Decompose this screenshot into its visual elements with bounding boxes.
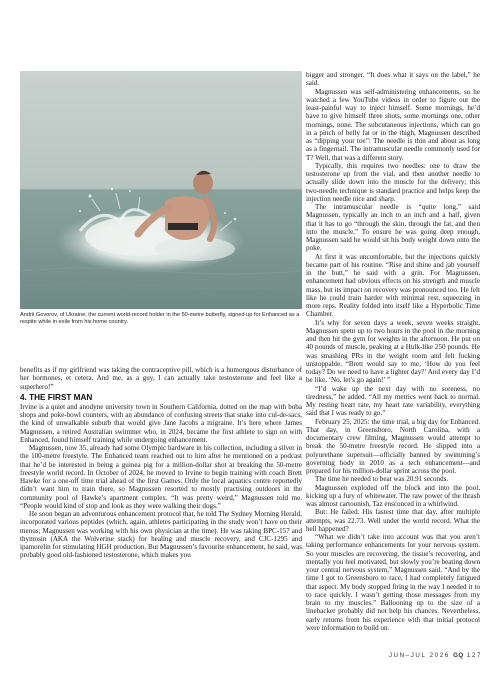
paragraph: “What we didn’t take into account was that you aren’t taking performance enhancements for your nervous system. So your muscles are recovering, the tissue’s recovering, and mentally you feel motivated, but slowly you’re beating down your central nervous system,” Magnussen said. “And by the time I got to Greensboro to race, I had completely fatigued that aspect. My body stopped firing in the way I needed it to to race quickly. I wasn’t getting those messages from my brain to my muscles.” Ballooning up to the size of a linebacker probably did not help his chances. Nevertheless, early returns from his experience with that initial protocol were information to build on. <box>306 533 480 632</box>
brand-logo: GQ <box>453 652 464 659</box>
paragraph: The time he needed to beat was 20.91 seconds. <box>315 475 449 484</box>
paragraph: He soon began an adventurous enhancement protocol that, he told The Sydney Morning Herald, incorporated various peptides (which, again, athletes participating in the study won’t have on their menus; Magnussen was working with his own physician at the time). He was taking BPC-157 and thymosin (AKA the Wolverine stack) for healing and muscle recovery, and CJC-1295 and ipamorelin for stimulating HGH production. But Magnussen’s favourite enhancement, he said, was probably good old-fashioned testosterone, which makes you <box>20 510 302 560</box>
paragraph: But: He failed. His fastest time that day, after multiple attempts, was 22.73. Well under the world record. What the hell happened? <box>306 508 480 533</box>
photo-caption: Andrii Govorov, of Ukraine, the current world-record holder in the 50-metre butterfly, signed up for Enhanced as a respite while in exile from his home country. <box>20 312 300 326</box>
paragraph: February 25, 2025: the time trial, a big day for Enhanced. That day, in Greensboro, North Carolina, with a documentary crew filming, Magnussen would attempt to break the 50-metre freestyle record. He slipped into a polyurethane supersuit—officially banned by swimming’s governing body in 2010 as a tech enhancement—and prepared for his million-dollar sprint across the pool. <box>306 417 480 475</box>
paragraph: Typically, this requires two needles: one to draw the testosterone up from the vial, and then another needle to actually slide down into the muscle for the delivery; this two-needle technique is standard practice and helps keep the injection needle nice and sharp. <box>306 161 480 203</box>
page-number: 127 <box>466 652 482 659</box>
paragraph: Irvine is a quiet and anodyne university town in Southern California, dotted on the map with boba shops and poke-bowl counters, with an abundance of confusing streets that snake into cul-de-sacs, the kind of unwalkable suburb that would give Jane Jacobs a migraine. It’s here where James Magnussen, a retired Australian swimmer who, in 2024, became the first athlete to sign on with Enhanced, found himself training while undergoing enhancement. <box>20 402 302 444</box>
left-column <box>20 366 302 560</box>
paragraph: benefits as if my girlfriend was taking the contraceptive pill, which is a humongous disturbance of her hormones, et cetera. And me, as a guy, I can actually take testosterone and feel like a superhero!” <box>20 366 302 391</box>
paragraph: It’s why for seven days a week, seven weeks straight, Magnussen spent up to two hours in the pool in the morning and then hit the gym for weights in the afternoon. He put on 40 pounds of muscle, peaking at a Hulk-like 250 pounds. He was smashing PRs in the weight room and felt fucking unstoppable. “Brett would say to me, ‘How do you feel today? Do we need to have a lighter day?’ And every day I’d be like, ‘No, let’s go again!’ ” <box>306 318 480 385</box>
swimmer-photo <box>20 71 302 309</box>
section-heading: 4. THE FIRST MAN <box>20 392 93 402</box>
paragraph: “I’d wake up the next day with no soreness, no tiredness,” he added. “All my metrics went back to normal. My resting heart rate, my heart rate variability, everything said that I was ready to go.” <box>306 384 480 418</box>
paragraph: The intramuscular needle is “quite long,” said Magnussen, typically an inch to an inch and a half, given that it has to go “through the skin, through the fat, and then into the muscle.” To ensure he was going deep enough, Magnussen said he would sit his body weight down onto the poke. <box>306 203 480 253</box>
paragraph: Magnussen was self-administering enhancements, so he watched a few YouTube videos in order to figure out the least-painful way to inject himself. Some mornings, he’d have to give himself three shots, some mornings one, other mornings, none. The subcutaneous injections, which can go in a pinch of belly fat or in the thigh, Magnussen described as “dipping your toe”: The needle is thin and about as long as a fingernail. The intramuscular needle commonly used for T? Well, that was a different story. <box>306 87 480 162</box>
issue-date: JUN–JUL 2026 <box>388 652 450 659</box>
paragraph: Magnussen, now 35, already had some Olympic hardware in his collection, including a silver in the 100-metre freestyle. The Enhanced team reached out to him after he mentioned on a podcast that he’d be interested in being a guinea pig for a million-dollar shot at breaking the 50-metre freestyle world record. In October of 2024, he moved to Irvine to begin training with coach Brett Hawke for a one-off time trial ahead of the first Games. Only the local aquatics centre reportedly didn’t want him to train there, so Magnussen resorted to mostly practising outdoors in the community pool of Hawke’s apartment complex. “It was pretty weird,” Magnussen told me. “People would kind of stop and look as they were walking their dogs.” <box>20 444 302 510</box>
page-folio <box>389 652 482 659</box>
paragraph: bigger and stronger. “It does what it says on the label,” he said. <box>306 71 480 88</box>
right-column <box>306 71 480 632</box>
paragraph: At first it was uncomfortable, but the injections quickly became part of his routine. “Rise and shine and jab yourself in the butt,” he said with a grin. For Magnussen, enhancement had obvious effects on his strength and muscle mass, but its impact on recovery was pronounced too. He felt like he could train harder with minimal rest, squeezing in more reps. Reality folded into itself like a Hyperbolic Time Chamber. <box>306 252 480 319</box>
paragraph: Magnussen exploded off the block and into the pool, kicking up a fury of whitewater. The raw power of the thrash was almost cartoonish, Taz ensconced in a whirlwind. <box>306 483 480 508</box>
